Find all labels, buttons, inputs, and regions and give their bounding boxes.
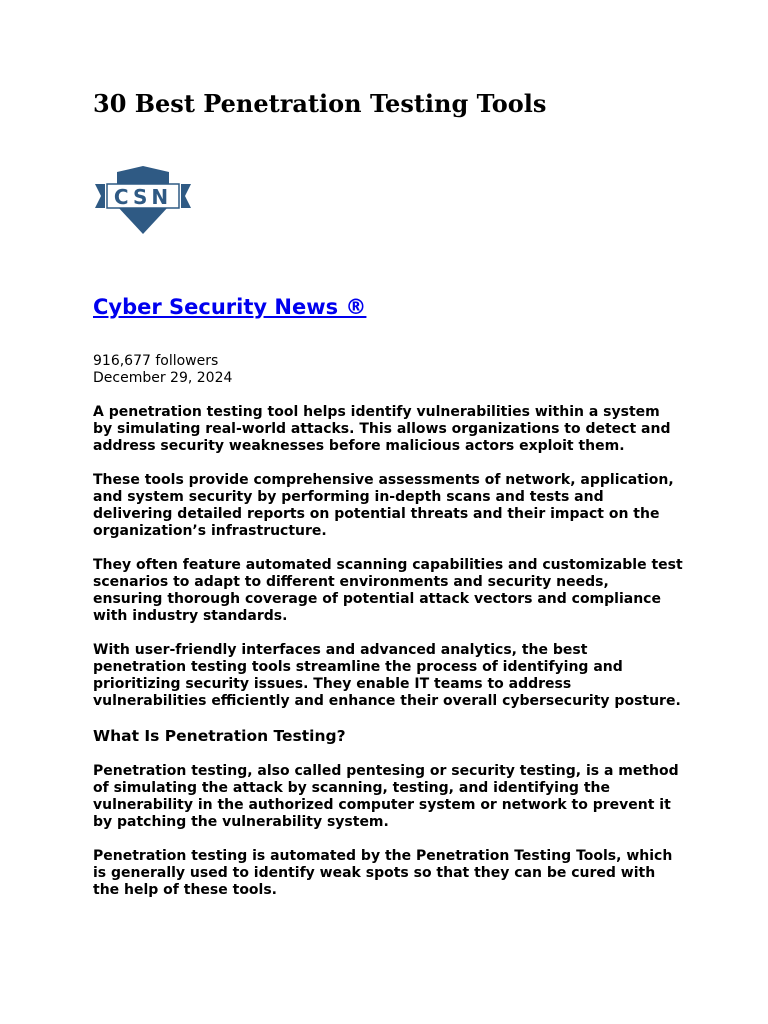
author-name: [93, 292, 366, 322]
paragraph: Penetration testing is automated by the Penetration Testing Tools, which is generally used to identify weak spots so that they can be cured with the help of these tools.: [93, 848, 673, 898]
paragraph: With user-friendly interfaces and advanced analytics, the best penetration testing tools streamline the process of identifying and prioritizing security issues. They enable IT teams to address vulnerabilities efficiently and enhance their overall cybersecurity posture.: [93, 642, 681, 709]
paragraph: These tools provide comprehensive assessments of network, application, and system security by performing in-depth scans and tests and delivering detailed reports on potential threats and their impact on the organization’s infrastructure.: [93, 472, 674, 539]
author-link[interactable]: Cyber Security News ®: [93, 295, 367, 319]
page-title: 30 Best Penetration Testing Tools: [93, 89, 547, 118]
paragraph: They often feature automated scanning capabilities and customizable test scenarios to adapt to different environments and security needs, ensuring thorough coverage of potential attack vectors and compliance with industry standards.: [93, 557, 683, 624]
svg-text:CSN: CSN: [113, 185, 173, 209]
section-heading: What Is Penetration Testing?: [93, 727, 346, 745]
followers-count: 916,677 followers: [93, 353, 219, 369]
publish-date: December 29, 2024: [93, 370, 233, 386]
csn-logo-graphic: [95, 166, 191, 236]
paragraph: A penetration testing tool helps identify vulnerabilities within a system by simulating real-world attacks. This allows organizations to detect and address security weaknesses before malicious actors exploit them.: [93, 404, 671, 454]
article-meta: [93, 353, 232, 387]
article-body: [93, 404, 683, 916]
paragraph: Penetration testing, also called pentesing or security testing, is a method of simulating the attack by scanning, testing, and identifying the vulnerability in the authorized computer system or network to prevent it by patching the vulnerability system.: [93, 763, 679, 830]
csn-logo: [95, 166, 191, 236]
